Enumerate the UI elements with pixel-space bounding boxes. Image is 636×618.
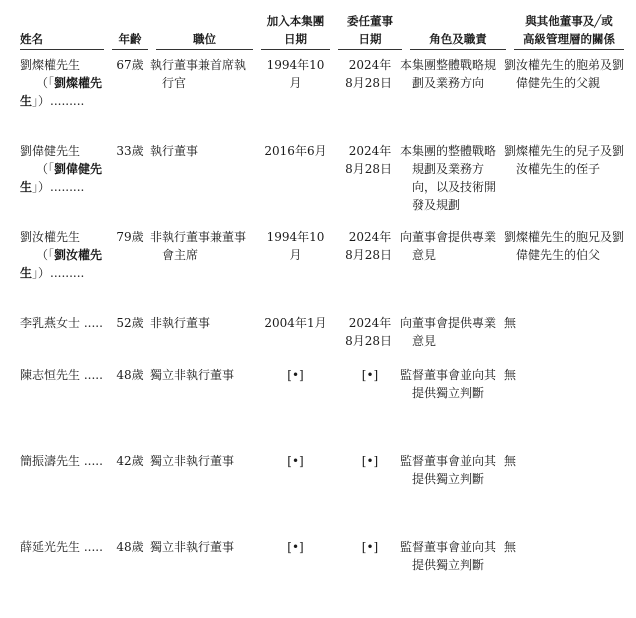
date-joined: 1994年10月 bbox=[266, 58, 325, 90]
director-age: 52歲 bbox=[116, 316, 144, 330]
date-appointed: [•] bbox=[361, 368, 379, 382]
role-responsibilities: 向董事會提供專業意見 bbox=[400, 230, 497, 262]
director-position: 執行董事 bbox=[150, 144, 199, 158]
director-position: 非執行董事 bbox=[150, 316, 211, 330]
role-responsibilities: 本集團整體戰略規劃及業務方向 bbox=[400, 58, 497, 90]
date-joined: [•] bbox=[287, 540, 304, 554]
header-relationship bbox=[514, 12, 624, 50]
role-responsibilities: 監督董事會並向其提供獨立判斷 bbox=[400, 454, 497, 486]
header-name: 姓名 bbox=[20, 12, 104, 50]
director-name: 薛延光先生 ..... bbox=[20, 540, 103, 554]
director-age: 33歲 bbox=[116, 144, 144, 158]
header-appointed-line1: 委任董事 bbox=[347, 14, 393, 28]
relationship: 劉燦權先生的兒子及劉汝權先生的侄子 bbox=[504, 144, 625, 176]
table-row bbox=[20, 228, 624, 314]
director-age: 67歲 bbox=[116, 58, 144, 72]
date-joined: [•] bbox=[287, 454, 304, 468]
role-responsibilities: 本集團的整體戰略規劃及業務方向，以及技術開發及規劃 bbox=[400, 144, 497, 212]
relationship: 劉燦權先生的胞兄及劉偉健先生的伯父 bbox=[504, 230, 625, 262]
date-appointed: [•] bbox=[361, 454, 379, 468]
header-appointed-line2: 日期 bbox=[358, 32, 382, 46]
director-name: 簡振濤先生 ..... bbox=[20, 454, 103, 468]
director-position: 獨立非執行董事 bbox=[150, 368, 235, 382]
date-appointed: 2024年 8月28日 bbox=[345, 230, 392, 262]
director-age: 48歲 bbox=[116, 368, 144, 382]
date-appointed: 2024年 8月28日 bbox=[345, 58, 392, 90]
director-name: 劉汝權先生 （「劉汝權先 生」）......... bbox=[20, 230, 103, 280]
header-role: 角色及職責 bbox=[410, 12, 506, 50]
role-responsibilities: 向董事會提供專業意見 bbox=[400, 316, 497, 348]
director-name: 李乳燕女士 ..... bbox=[20, 316, 103, 330]
role-responsibilities: 監督董事會並向其提供獨立判斷 bbox=[400, 540, 497, 572]
header-joined-line1: 加入本集團 bbox=[266, 14, 325, 28]
director-age: 42歲 bbox=[116, 454, 144, 468]
table-row bbox=[20, 366, 624, 452]
table-row bbox=[20, 142, 624, 228]
director-position: 獨立非執行董事 bbox=[150, 540, 235, 554]
director-position: 獨立非執行董事 bbox=[150, 454, 235, 468]
date-appointed: 2024年 8月28日 bbox=[345, 144, 392, 176]
director-name: 陳志恒先生 ..... bbox=[20, 368, 103, 382]
role-responsibilities: 監督董事會並向其提供獨立判斷 bbox=[400, 368, 497, 400]
header-row bbox=[20, 12, 624, 50]
relationship: 無 bbox=[504, 540, 517, 554]
date-joined: 2004年1月 bbox=[264, 316, 327, 330]
relationship: 無 bbox=[504, 316, 517, 330]
header-position: 職位 bbox=[156, 12, 253, 50]
header-relationship-line1: 與其他董事及╱或 bbox=[525, 14, 613, 28]
relationship: 無 bbox=[504, 368, 517, 382]
header-joined bbox=[261, 12, 330, 50]
director-position: 非執行董事兼董事會主席 bbox=[150, 230, 247, 262]
director-age: 79歲 bbox=[116, 230, 144, 244]
table-row bbox=[20, 538, 624, 618]
date-joined: 2016年6月 bbox=[264, 144, 327, 158]
director-name: 劉偉健先生 （「劉偉健先 生」）......... bbox=[20, 144, 103, 194]
director-name: 劉燦權先生 （「劉燦權先 生」）......... bbox=[20, 58, 103, 108]
relationship: 無 bbox=[504, 454, 517, 468]
table-row bbox=[20, 452, 624, 538]
date-joined: [•] bbox=[287, 368, 304, 382]
date-joined: 1994年10月 bbox=[266, 230, 325, 262]
header-age: 年齡 bbox=[112, 12, 148, 50]
director-position: 執行董事兼首席執行官 bbox=[150, 58, 247, 90]
table-row bbox=[20, 56, 624, 142]
date-appointed: 2024年 8月28日 bbox=[345, 316, 392, 348]
header-relationship-line2: 高級管理層的關係 bbox=[523, 32, 615, 46]
header-joined-line2: 日期 bbox=[284, 32, 307, 46]
director-age: 48歲 bbox=[116, 540, 144, 554]
relationship: 劉汝權先生的胞弟及劉偉健先生的父親 bbox=[504, 58, 625, 90]
date-appointed: [•] bbox=[361, 540, 379, 554]
header-appointed bbox=[338, 12, 402, 50]
table-row bbox=[20, 314, 624, 366]
directors-table bbox=[20, 12, 624, 618]
